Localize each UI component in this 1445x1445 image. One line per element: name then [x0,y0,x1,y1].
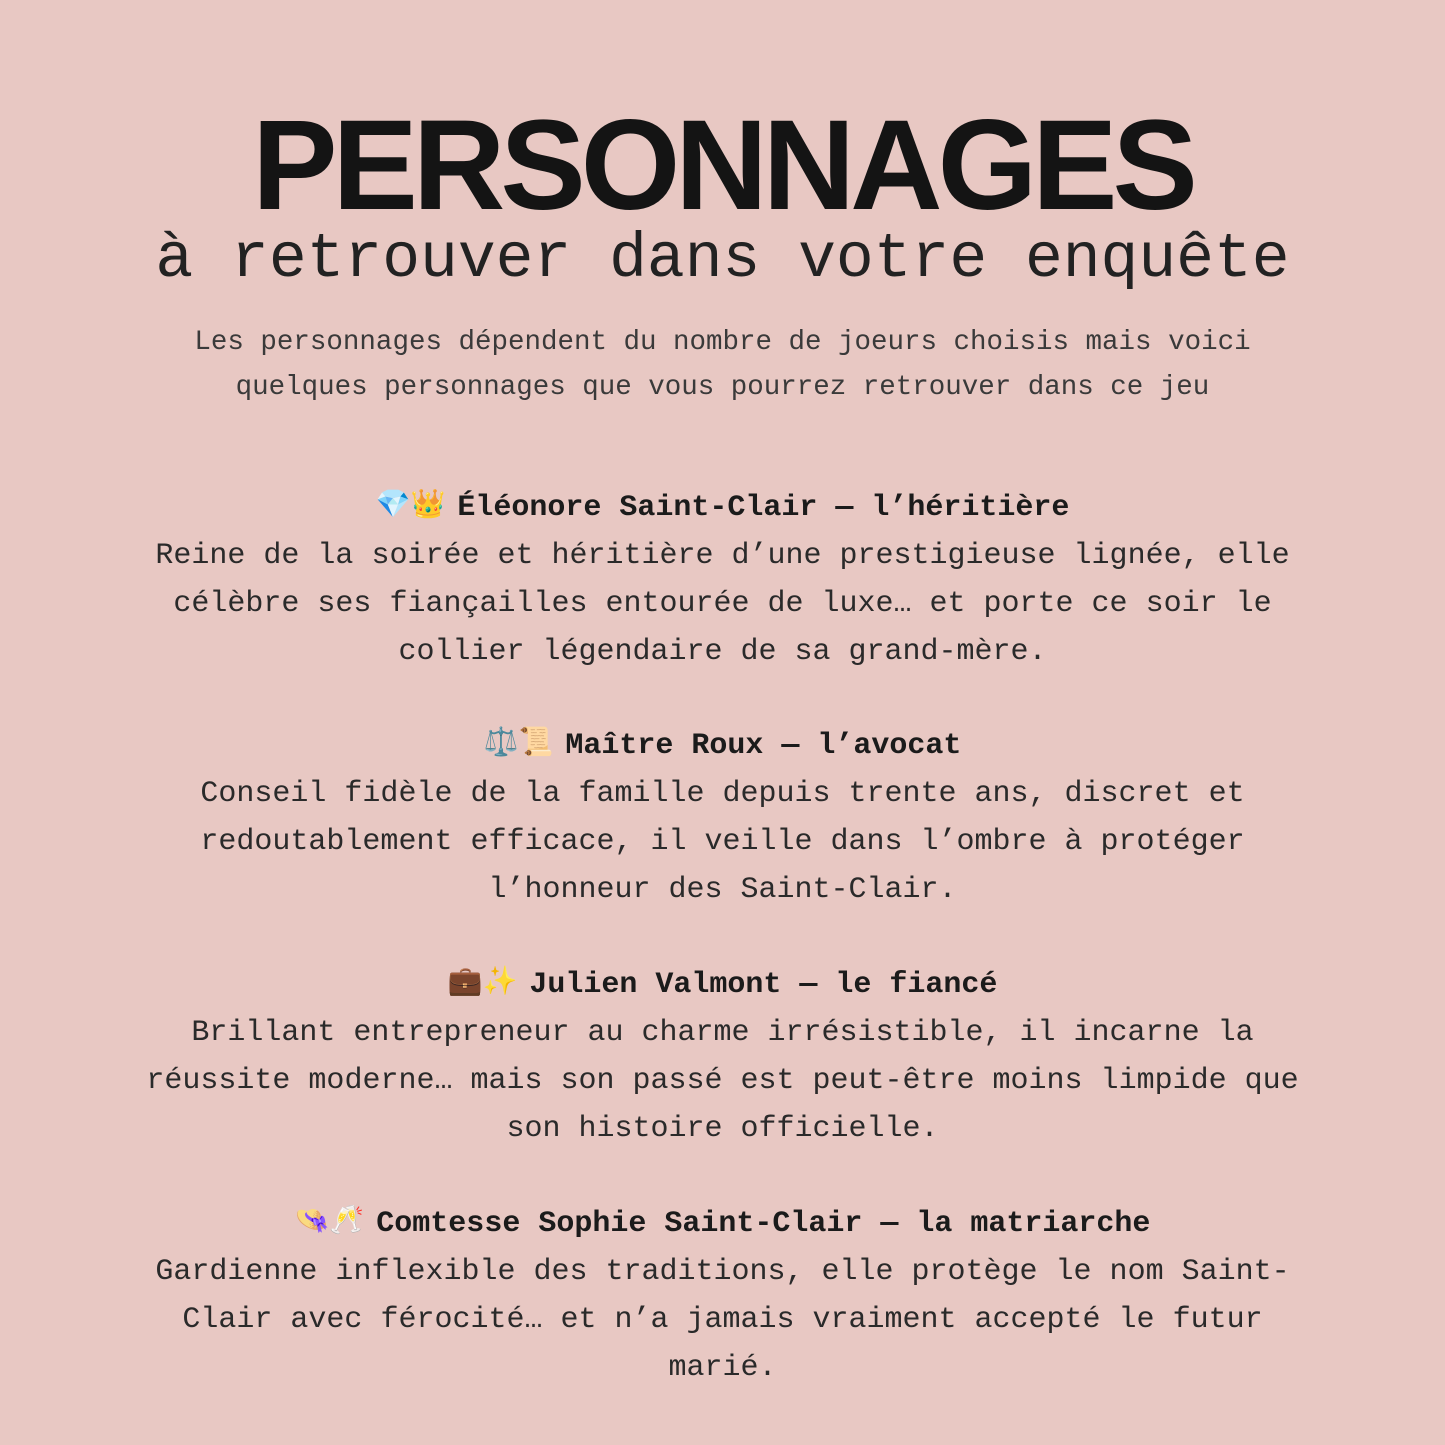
page-title: PERSONNAGES [252,94,1193,237]
character-description [40,1248,1405,1392]
character-heading [40,1196,1405,1248]
description-line: son histoire officielle. [506,1112,939,1146]
description-line: Brillant entrepreneur au charme irrésistible, il incarne la [191,1016,1254,1050]
description-line: célèbre ses fiançailles entourée de luxe… et porte ce soir le [173,587,1272,621]
description-line: Reine de la soirée et héritière d’une prestigieuse lignée, elle [155,539,1290,573]
character-heading [40,957,1405,1009]
page-subtitle: à retrouver dans votre enquête [155,224,1290,295]
character-maitre-roux [40,718,1405,914]
intro-line: quelques personnages que vous pourrez retrouver dans ce jeu [235,372,1210,403]
description-line: Clair avec férocité… et n’a jamais vraiment accepté le futur [182,1303,1263,1337]
character-description [40,1009,1405,1153]
character-name: Maître Roux — l’avocat [565,729,962,763]
character-description [40,770,1405,914]
description-line: redoutablement efficace, il veille dans l’ombre à protéger [200,825,1245,859]
briefcase-sparkles-icon: 💼✨ [447,964,518,997]
description-line: réussite moderne… mais son passé est peut-être moins limpide que [146,1064,1299,1098]
intro-text [60,320,1385,410]
hat-champagne-icon: 👒🥂 [294,1203,365,1236]
scales-scroll-icon: ⚖️📜 [483,725,554,758]
character-comtesse-sophie [40,1196,1405,1392]
description-line: marié. [668,1351,777,1385]
character-name: Éléonore Saint-Clair — l’héritière [457,491,1070,525]
character-name: Comtesse Sophie Saint-Clair — la matriarche [376,1207,1151,1241]
character-name: Julien Valmont — le fiancé [529,968,998,1002]
character-heading [40,718,1405,770]
character-julien-valmont [40,957,1405,1153]
intro-line: Les personnages dépendent du nombre de joeurs choisis mais voici [194,327,1251,358]
character-eleonore [40,480,1405,676]
description-line: Conseil fidèle de la famille depuis trente ans, discret et [200,777,1245,811]
character-heading [40,480,1405,532]
description-line: l’honneur des Saint-Clair. [488,873,957,907]
gem-crown-icon: 💎👑 [375,487,446,520]
character-description [40,532,1405,676]
description-line: collier légendaire de sa grand-mère. [398,635,1047,669]
description-line: Gardienne inflexible des traditions, elle protège le nom Saint- [155,1255,1290,1289]
